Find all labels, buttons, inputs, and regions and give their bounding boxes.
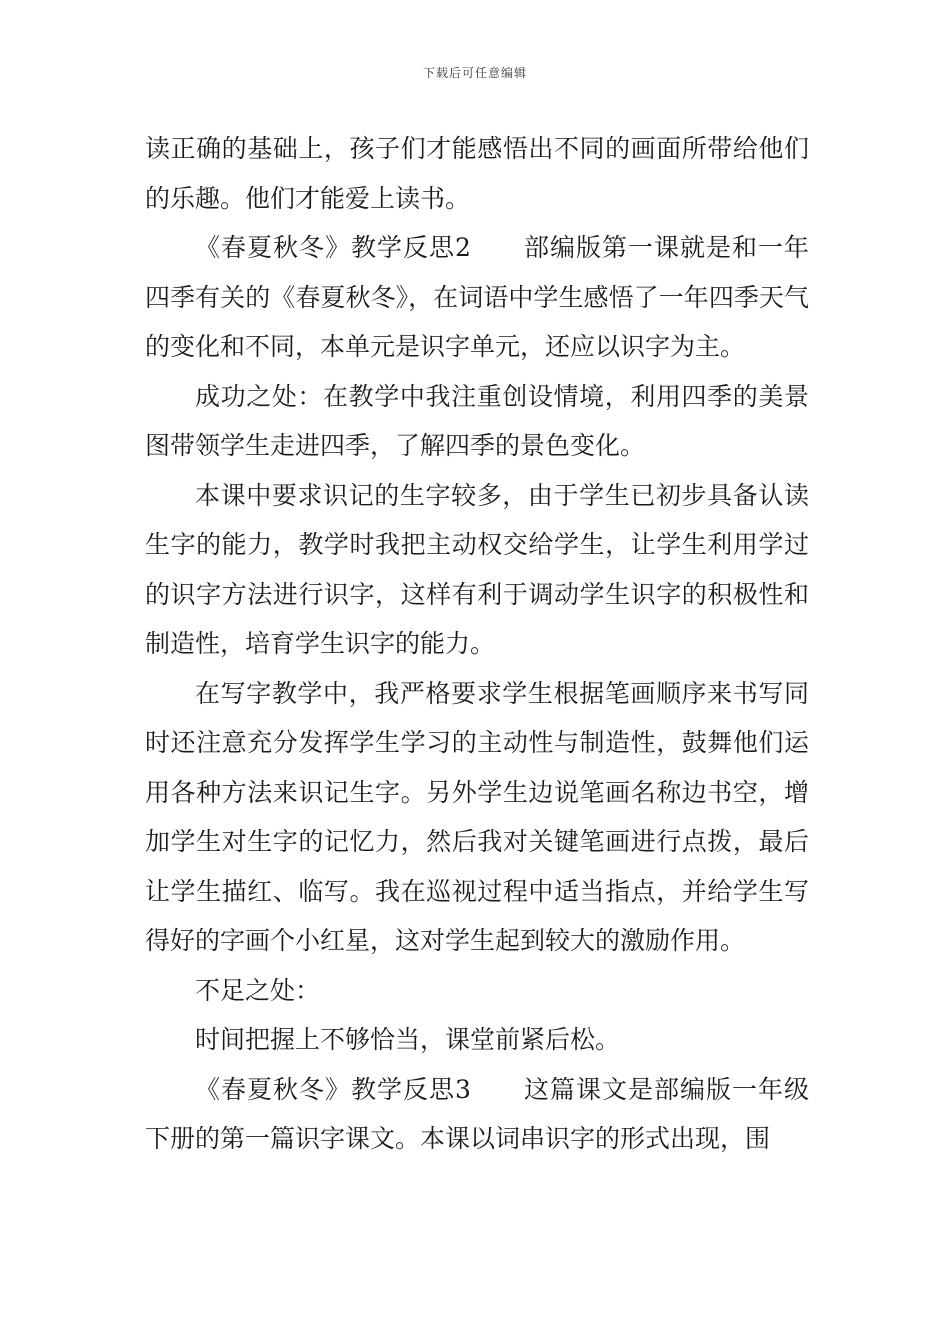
paragraph-reflection-2-intro: 《春夏秋冬》教学反思2 部编版第一课就是和一年四季有关的《春夏秋冬》，在词语中学生感悟了一年四季天气的变化和不同，本单元是识字单元，还应以识字为主。 bbox=[145, 233, 809, 361]
paragraph-character-learning: 本课中要求识记的生字较多，由于学生已初步具备认读生字的能力，教学时我把主动权交给学生，让学生利用学过的识字方法进行识字，这样有利于调动学生识字的积极性和制造性，培育学生识字的能力。 bbox=[145, 480, 809, 658]
paragraph-successes: 成功之处：在教学中我注重创设情境，利用四季的美景图带领学生走进四季，了解四季的景色变化。 bbox=[145, 381, 809, 460]
paragraph-continuation: 读正确的基础上，孩子们才能感悟出不同的画面所带给他们的乐趣。他们才能爱上读书。 bbox=[145, 134, 809, 213]
paragraph-shortcomings-heading: 不足之处： bbox=[195, 975, 321, 1005]
document-body bbox=[145, 124, 809, 1164]
page-header-note: 下载后可任意编辑 bbox=[422, 66, 527, 80]
paragraph-reflection-3-intro: 《春夏秋冬》教学反思3 这篇课文是部编版一年级下册的第一篇识字课文。本课以词串识字的形式出现，围 bbox=[145, 1074, 809, 1153]
paragraph-shortcomings-detail: 时间把握上不够恰当，课堂前紧后松。 bbox=[195, 1025, 621, 1054]
paragraph-writing-teaching: 在写字教学中，我严格要求学生根据笔画顺序来书写同时还注意充分发挥学生学习的主动性与制造性，鼓舞他们运用各种方法来识记生字。另外学生边说笔画名称边书空，增加学生对生字的记忆力，然后我对关键笔画进行点拨，最后让学生描红、临写。我在巡视过程中适当指点，并给学生写得好的字画个小红星，这对学生起到较大的激励作用。 bbox=[145, 678, 809, 955]
